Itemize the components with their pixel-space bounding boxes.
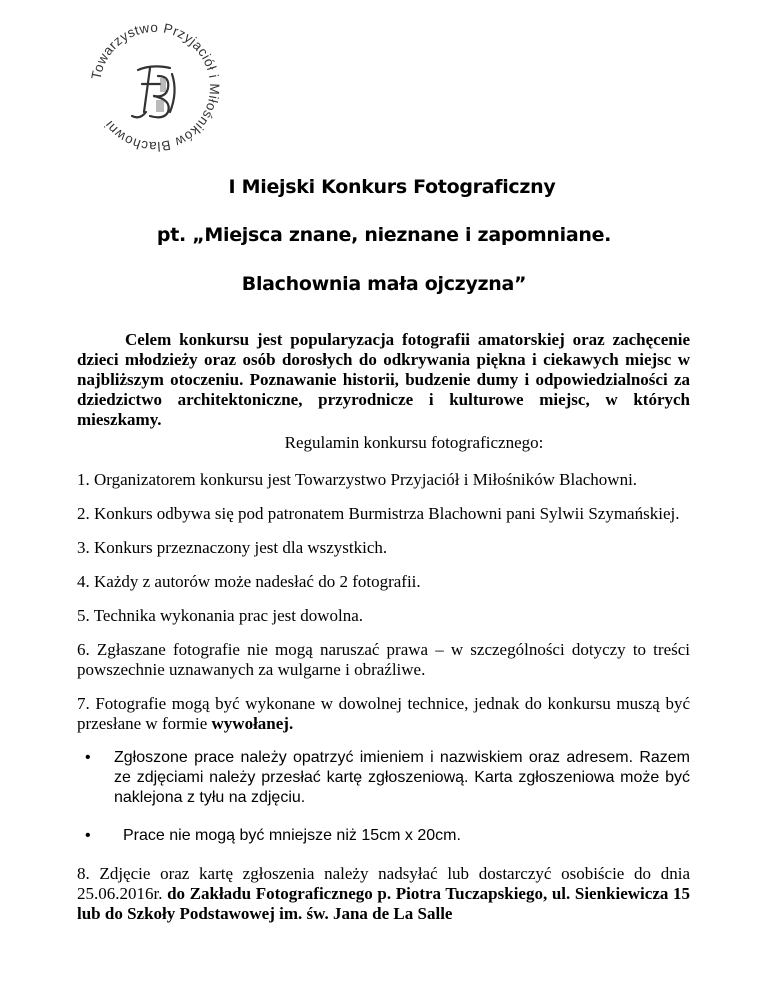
society-logo-graphic	[80, 12, 230, 162]
rule-item-4: 4. Każdy z autorów może nadesłać do 2 fotografii.	[77, 572, 421, 591]
title-line-3: Blachownia mała ojczyzna”	[241, 273, 527, 295]
rule-item-5: 5. Technika wykonania prac jest dowolna.	[77, 606, 363, 625]
rule-item-8-bold: do Zakładu Fotograficznego p. Piotra Tuczapskiego, ul. Sienkiewicza 15 lub do Szkoły Podstawowej im. św. Jana de La Salle	[77, 884, 690, 923]
rule-item-1: 1. Organizatorem konkursu jest Towarzystwo Przyjaciół i Miłośników Blachowni.	[77, 470, 638, 489]
bullet-item-1: • Zgłoszone prace należy opatrzyć imieniem i nazwiskiem oraz adresem. Razem ze zdjęciami należy przesłać kartę zgłoszeniową. Karta zgłoszeniowa może być naklejona z tyłu na zdjęciu.	[77, 748, 690, 808]
title-line-1: I Miejski Konkurs Fotograficzny	[228, 176, 556, 198]
logo-ring-text: Towarzystwo Przyjaciół i Miłośników Blachowni	[88, 19, 223, 155]
rule-item-8-text: 8. Zdjęcie oraz kartę zgłoszenia należy nadsyłać lub dostarczyć osobiście do dnia 25.06.2016r.	[77, 864, 690, 903]
rule-item-2: 2. Konkurs odbywa się pod patronatem Burmistrza Blachowni pani Sylwii Szymańskiej.	[77, 504, 680, 523]
bullet-item-2: • Prace nie mogą być mniejsze niż 15cm x 20cm.	[77, 826, 690, 846]
rule-item-8	[77, 864, 690, 924]
rule-item-7-bold: wywołanej.	[211, 714, 294, 733]
title-line-2: pt. „Miejsca znane, nieznane i zapomniane.	[156, 224, 612, 246]
logo-monogram-icon	[132, 66, 175, 117]
rule-item-6: 6. Zgłaszane fotografie nie mogą naruszać prawa – w szczególności dotyczy to treści powszechnie uznawanych za wulgarne i obraźliwe.	[77, 640, 690, 679]
intro-paragraph: Celem konkursu jest popularyzacja fotografii amatorskiej oraz zachęcenie dzieci młodzieży oraz osób dorosłych do odkrywania piękna i ciekawych miejsc w najbliższym otoczeniu. Poznawanie historii, budzenie dumy i odpowiedzialności za dziedzictwo architektoniczne, przyrodnicze i kulturowe miejsc, w których mieszkamy.	[77, 330, 690, 429]
rule-item-7-text: 7. Fotografie mogą być wykonane w dowolnej technice, jednak do konkursu muszą być przesłane w formie	[77, 694, 690, 733]
rule-7-bullets	[77, 748, 690, 846]
rule-item-7	[77, 694, 690, 734]
rule-item-3: 3. Konkurs przeznaczony jest dla wszystkich.	[77, 538, 388, 557]
rules-list	[77, 470, 690, 938]
svg-text:Towarzystwo Przyjaciół i Miłoś	[89, 20, 223, 154]
rules-heading: Regulamin konkursu fotograficznego:	[284, 433, 544, 452]
society-logo	[80, 12, 230, 162]
